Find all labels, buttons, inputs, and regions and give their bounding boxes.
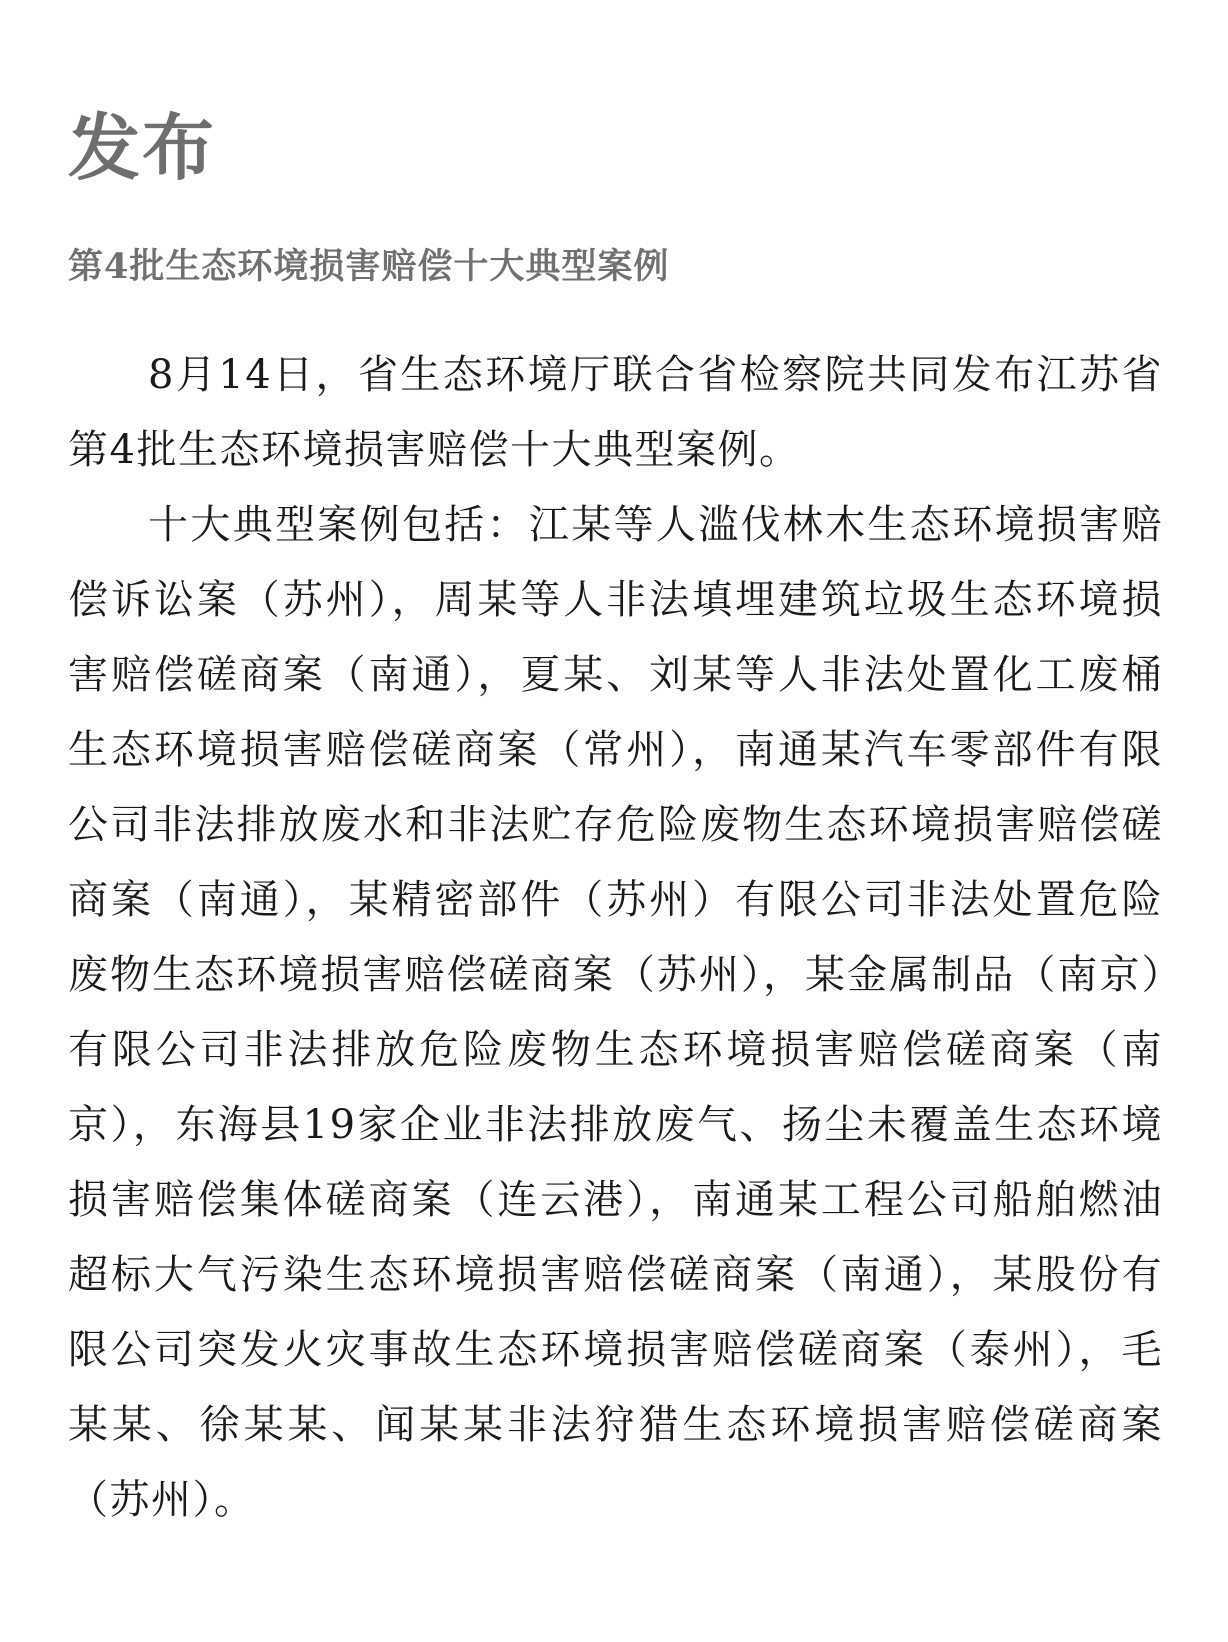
paragraph-intro: 8月14日，省生态环境厅联合省检察院共同发布江苏省第4批生态环境损害赔偿十大典型案例。 xyxy=(68,352,1163,473)
article-title: 第4批生态环境损害赔偿十大典型案例 xyxy=(68,246,670,287)
section-heading: 发布 xyxy=(68,106,217,190)
article-body xyxy=(68,338,1163,1538)
paragraph-case-list: 十大典型案例包括：江某等人滥伐林木生态环境损害赔偿诉讼案（苏州），周某等人非法填埋建筑垃圾生态环境损害赔偿磋商案（南通），夏某、刘某等人非法处置化工废桶生态环境损害赔偿磋商案（常州），南通某汽车零部件有限公司非法排放废水和非法贮存危险废物生态环境损害赔偿磋商案（南通），某精密部件（苏州）有限公司非法处置危险废物生态环境损害赔偿磋商案（苏州），某金属制品（南京）有限公司非法排放危险废物生态环境损害赔偿磋商案（南京），东海县19家企业非法排放废气、扬尘未覆盖生态环境损害赔偿集体磋商案（连云港），南通某工程公司船舶燃油超标大气污染生态环境损害赔偿磋商案（南通），某股份有限公司突发火灾事故生态环境损害赔偿磋商案（泰州），毛某某、徐某某、闻某某非法狩猎生态环境损害赔偿磋商案（苏州）。 xyxy=(68,502,1163,1523)
